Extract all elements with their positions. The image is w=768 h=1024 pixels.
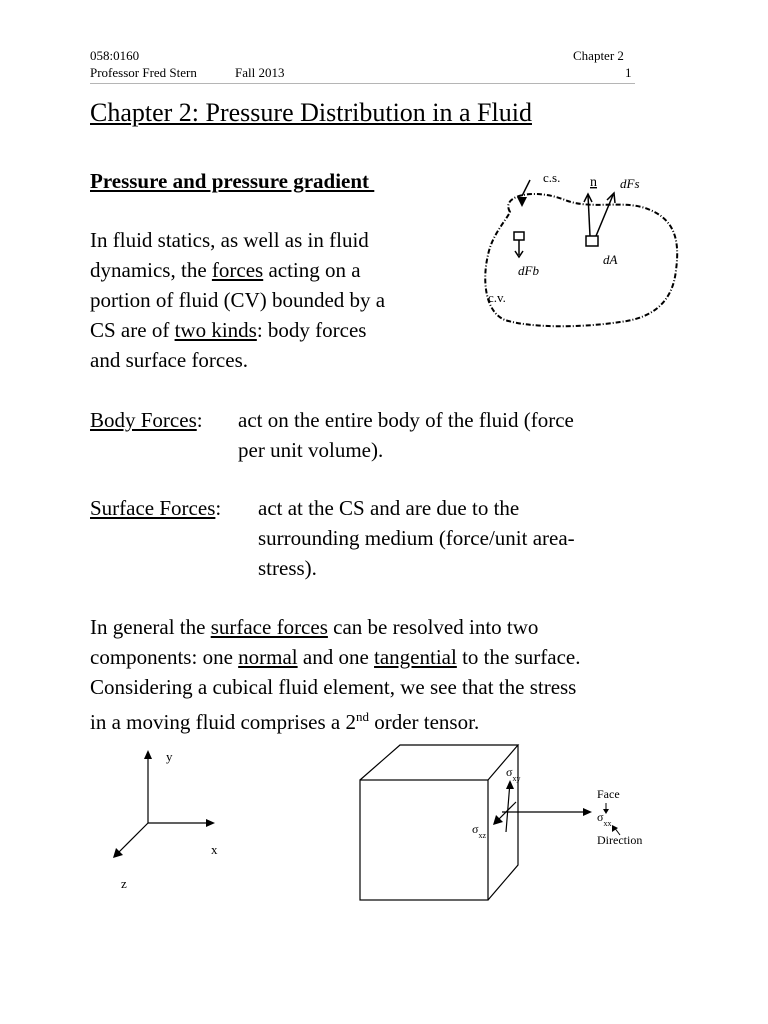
surface-triangle [517,197,527,207]
normal-arrow [588,195,590,236]
text: : [215,496,222,520]
tangential-term: tangential [374,645,457,669]
text: and one [297,645,375,669]
term: Fall 2013 [235,65,285,80]
surface-forces-line-1 [90,493,221,523]
page-title: Chapter 2: Pressure Distribution in a Fluid [90,98,532,127]
text: dynamics, the [90,258,212,282]
cube-front-face [360,780,488,900]
surface-forces-definition-1: act at the CS and are due to the [258,496,520,520]
cv-label: c.v. [488,290,506,305]
area-element [586,236,598,246]
x-arrowhead [206,819,215,827]
text: CS are of [90,318,175,342]
n-label: n [590,175,597,190]
section-heading: Pressure and pressure gradient [90,169,375,193]
body-forces-term: Body Forces [90,408,197,432]
body-forces-line-1 [90,405,203,435]
general-line-1 [90,612,538,642]
cube-top-face [360,745,518,780]
y-arrowhead [144,750,152,759]
intro-line-4 [90,315,366,345]
surface-force-arrow [596,195,613,236]
professor-name: Professor Fred Stern [90,65,197,80]
coordinate-axes-figure [100,745,240,895]
face-label: Face [597,787,620,801]
surface-forces-term: Surface Forces [90,496,216,520]
course-number: 058:0160 [90,48,140,63]
x-label: x [211,842,218,857]
z-axis [116,823,148,855]
stress-cube-figure [350,740,670,910]
text: order tensor. [368,710,480,734]
intro-line-5: and surface forces. [90,348,248,372]
forces-term: forces [211,258,264,282]
y-label: y [166,749,173,764]
dfb-label: dFb [518,263,539,278]
intro-line-2 [90,255,361,285]
general-line-3: Considering a cubical fluid element, we see that the stress [90,675,577,699]
direction-label: Direction [597,833,643,847]
normal-term: normal [238,645,298,669]
text: : body forces [256,318,367,342]
text: acting on a [263,258,361,282]
normal-stress-arrowhead [583,808,592,816]
header-divider [90,83,635,84]
intro-line-3: portion of fluid (CV) bounded by a [90,288,386,312]
ordinal-superscript: nd [355,709,369,724]
shear-xy-arrow [506,782,510,832]
general-line-2 [90,642,580,672]
two-kinds-term: two kinds [174,318,257,342]
page-number: 1 [625,65,632,80]
da-label: dA [603,252,618,267]
text: components: one [90,645,239,669]
text: to the surface. [456,645,581,669]
z-label: z [121,876,127,891]
body-forces-definition-2: per unit volume). [238,438,384,462]
surface-forces-emphasis: surface forces [210,615,328,639]
cs-label: c.s. [543,170,561,185]
body-element [514,232,524,240]
general-line-4 [90,702,479,737]
surface-forces-definition-2: surrounding medium (force/unit area- [258,526,575,550]
text: in a moving fluid comprises a 2 [90,710,356,734]
sigma-xz-label: $\sigma_{xz}$ [472,822,487,840]
body-forces-definition-1: act on the entire body of the fluid (force [238,408,574,432]
face-pointer-arrowhead [603,809,609,814]
control-volume-sketch [470,160,685,340]
sigma-xx-label: $\sigma_{xx}$ [597,810,612,828]
intro-line-1: In fluid statics, as well as in fluid [90,228,369,252]
text: : [196,408,203,432]
text: can be resolved into two [327,615,539,639]
text: In general the [90,615,211,639]
sigma-xy-label: $\sigma_{xy}$ [506,765,521,783]
chapter-label: Chapter 2 [573,48,624,63]
control-volume-boundary [485,194,677,326]
surface-forces-definition-3: stress). [258,556,317,580]
dfs-label: dFs [620,176,640,191]
cube-right-face [488,745,521,900]
